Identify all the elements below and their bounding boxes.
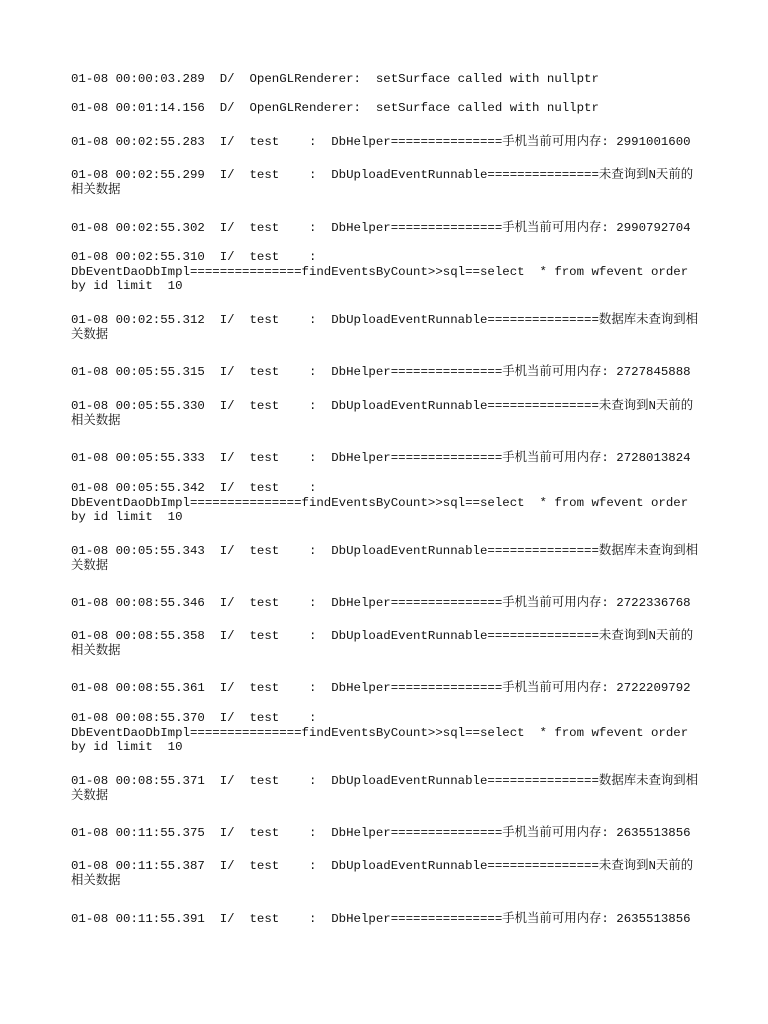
log-line-7: 01-08 00:02:55.312 I/ test : DbUploadEventRunnable===============数据库未查询到相关数据 [71,313,699,342]
log-line-14: 01-08 00:08:55.358 I/ test : DbUploadEventRunnable===============未查询到N天前的相关数据 [71,629,694,658]
log-line-10: 01-08 00:05:55.333 I/ test : DbHelper===============手机当前可用内存: 2728013824 [71,451,691,465]
log-line-16: 01-08 00:08:55.370 I/ test : DbEventDaoDbImpl===============findEventsByCount>>sql==select * from wfevent order by id limit 10 [71,711,689,755]
log-line-2: 01-08 00:01:14.156 D/ OpenGLRenderer: setSurface called with nullptr [71,101,599,115]
log-line-13: 01-08 00:08:55.346 I/ test : DbHelper===============手机当前可用内存: 2722336768 [71,596,691,610]
log-line-3: 01-08 00:02:55.283 I/ test : DbHelper===============手机当前可用内存: 2991001600 [71,135,691,149]
log-line-19: 01-08 00:11:55.387 I/ test : DbUploadEventRunnable===============未查询到N天前的相关数据 [71,859,694,888]
log-line-9: 01-08 00:05:55.330 I/ test : DbUploadEventRunnable===============未查询到N天前的相关数据 [71,399,694,428]
log-line-17: 01-08 00:08:55.371 I/ test : DbUploadEventRunnable===============数据库未查询到相关数据 [71,774,699,803]
log-line-11: 01-08 00:05:55.342 I/ test : DbEventDaoDbImpl===============findEventsByCount>>sql==select * from wfevent order by id limit 10 [71,481,689,525]
log-line-5: 01-08 00:02:55.302 I/ test : DbHelper===============手机当前可用内存: 2990792704 [71,221,691,235]
log-line-20: 01-08 00:11:55.391 I/ test : DbHelper===============手机当前可用内存: 2635513856 [71,912,691,926]
log-line-18: 01-08 00:11:55.375 I/ test : DbHelper===============手机当前可用内存: 2635513856 [71,826,691,840]
log-line-15: 01-08 00:08:55.361 I/ test : DbHelper===============手机当前可用内存: 2722209792 [71,681,691,695]
log-line-6: 01-08 00:02:55.310 I/ test : DbEventDaoDbImpl===============findEventsByCount>>sql==select * from wfevent order by id limit 10 [71,250,689,294]
log-line-12: 01-08 00:05:55.343 I/ test : DbUploadEventRunnable===============数据库未查询到相关数据 [71,544,699,573]
log-line-1: 01-08 00:00:03.289 D/ OpenGLRenderer: setSurface called with nullptr [71,72,599,86]
log-line-8: 01-08 00:05:55.315 I/ test : DbHelper===============手机当前可用内存: 2727845888 [71,365,691,379]
log-line-4: 01-08 00:02:55.299 I/ test : DbUploadEventRunnable===============未查询到N天前的相关数据 [71,168,694,197]
